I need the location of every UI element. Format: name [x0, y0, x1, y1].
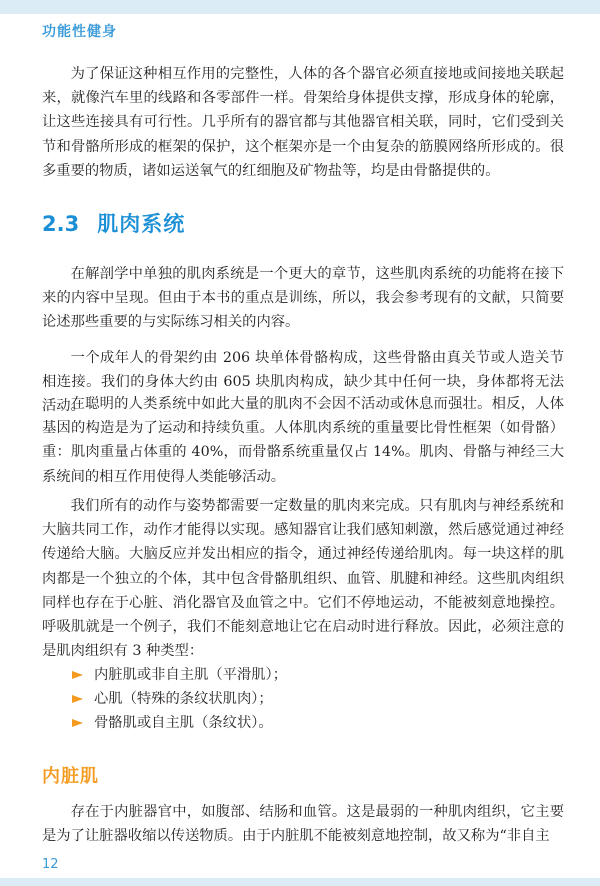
bottom-decorative-band [0, 878, 600, 886]
list-item-text: 内脏肌或非自主肌（平滑肌）； [94, 667, 288, 683]
list-item [72, 687, 287, 711]
intro-paragraph: 为了保证这种相互作用的完整性，人体的各个器官必须直接地或间接地关联起来，就像汽车里的线路和各零部件一样。骨架给身体提供支撑，形成身体的轮廓，让这些连接具有可行性。几乎所有的器官都与其他器官相关联，同时，它们受到关节和骨骼所形成的框架的保护，这个框架亦是一个由复杂的筋膜网络所形成的。很多重要的物质，诸如运送氧气的红细胞及矿物盐等，均是由骨骼提供的。 [42, 66, 564, 179]
section-number: 2.3 [42, 212, 80, 236]
running-head: 功能性健身 [42, 24, 117, 40]
list-item [72, 711, 287, 735]
section-heading [42, 208, 185, 238]
section-paragraph-2: 一个成年人的骨架约由 206 块单体骨骼构成，这些骨骼由真关节或人造关节相连接。我们的身体大约由 605 块肌肉构成，缺少其中任何一块，身体都将无法活动。 [42, 350, 564, 415]
subsection-paragraph: 存在于内脏器官中，如腹部、结肠和血管。这是最弱的一种肌肉组织，它主要是为了让脏器收缩以传送物质。由于内脏肌不能被刻意地控制，故又称为“非自主 [42, 804, 564, 845]
subsection-title: 内脏肌 [42, 766, 99, 787]
section-paragraph-3: 在聪明的人类系统中如此大量的肌肉不会因不活动或休息而强壮。相反，人体基因的构造是为了运动和持续负重。人体肌肉系统的重量要比骨性框架（如骨骼）重：肌肉重量占体重的 40%，而骨骼系统重量仅占 14%。肌肉、骨骼与神经三大系统间的相互作用使得人类能够活动。 [42, 396, 564, 485]
section-title: 肌肉系统 [97, 212, 186, 236]
section-paragraph-4: 我们所有的动作与姿势都需要一定数量的肌肉来完成。只有肌肉与神经系统和大脑共同工作，动作才能得以实现。感知器官让我们感知刺激，然后感觉通过神经传递给大脑。大脑反应并发出相应的指令，通过神经传递给肌肉。每一块这样的肌肉都是一个独立的个体，其中包含骨骼肌组织、血管、肌腱和神经。这些肌肉组织同样也存在于心脏、消化器官及血管之中。它们不停地运动，不能被刻意地操控。呼吸肌就是一个例子，我们不能刻意地让它在启动时进行释放。因此，必须注意的是肌肉组织有 3 种类型： [42, 498, 564, 660]
arrow-bullet-icon [72, 695, 83, 703]
section-paragraph-1: 在解剖学中单独的肌肉系统是一个更大的章节，这些肌肉系统的功能将在接下来的内容中呈现。但由于本书的重点是训练，所以，我会参考现有的文献，只简要论述那些重要的与实际练习相关的内容。 [42, 266, 564, 331]
top-decorative-band [0, 0, 600, 14]
list-item-text: 骨骼肌或自主肌（条纹状）。 [94, 715, 273, 732]
muscle-type-list [72, 663, 287, 736]
list-item-text: 心肌（特殊的条纹状肌肉）； [94, 691, 273, 708]
page-number: 12 [42, 857, 59, 872]
arrow-bullet-icon [72, 719, 83, 727]
list-item [72, 663, 287, 687]
arrow-bullet-icon [72, 671, 83, 679]
